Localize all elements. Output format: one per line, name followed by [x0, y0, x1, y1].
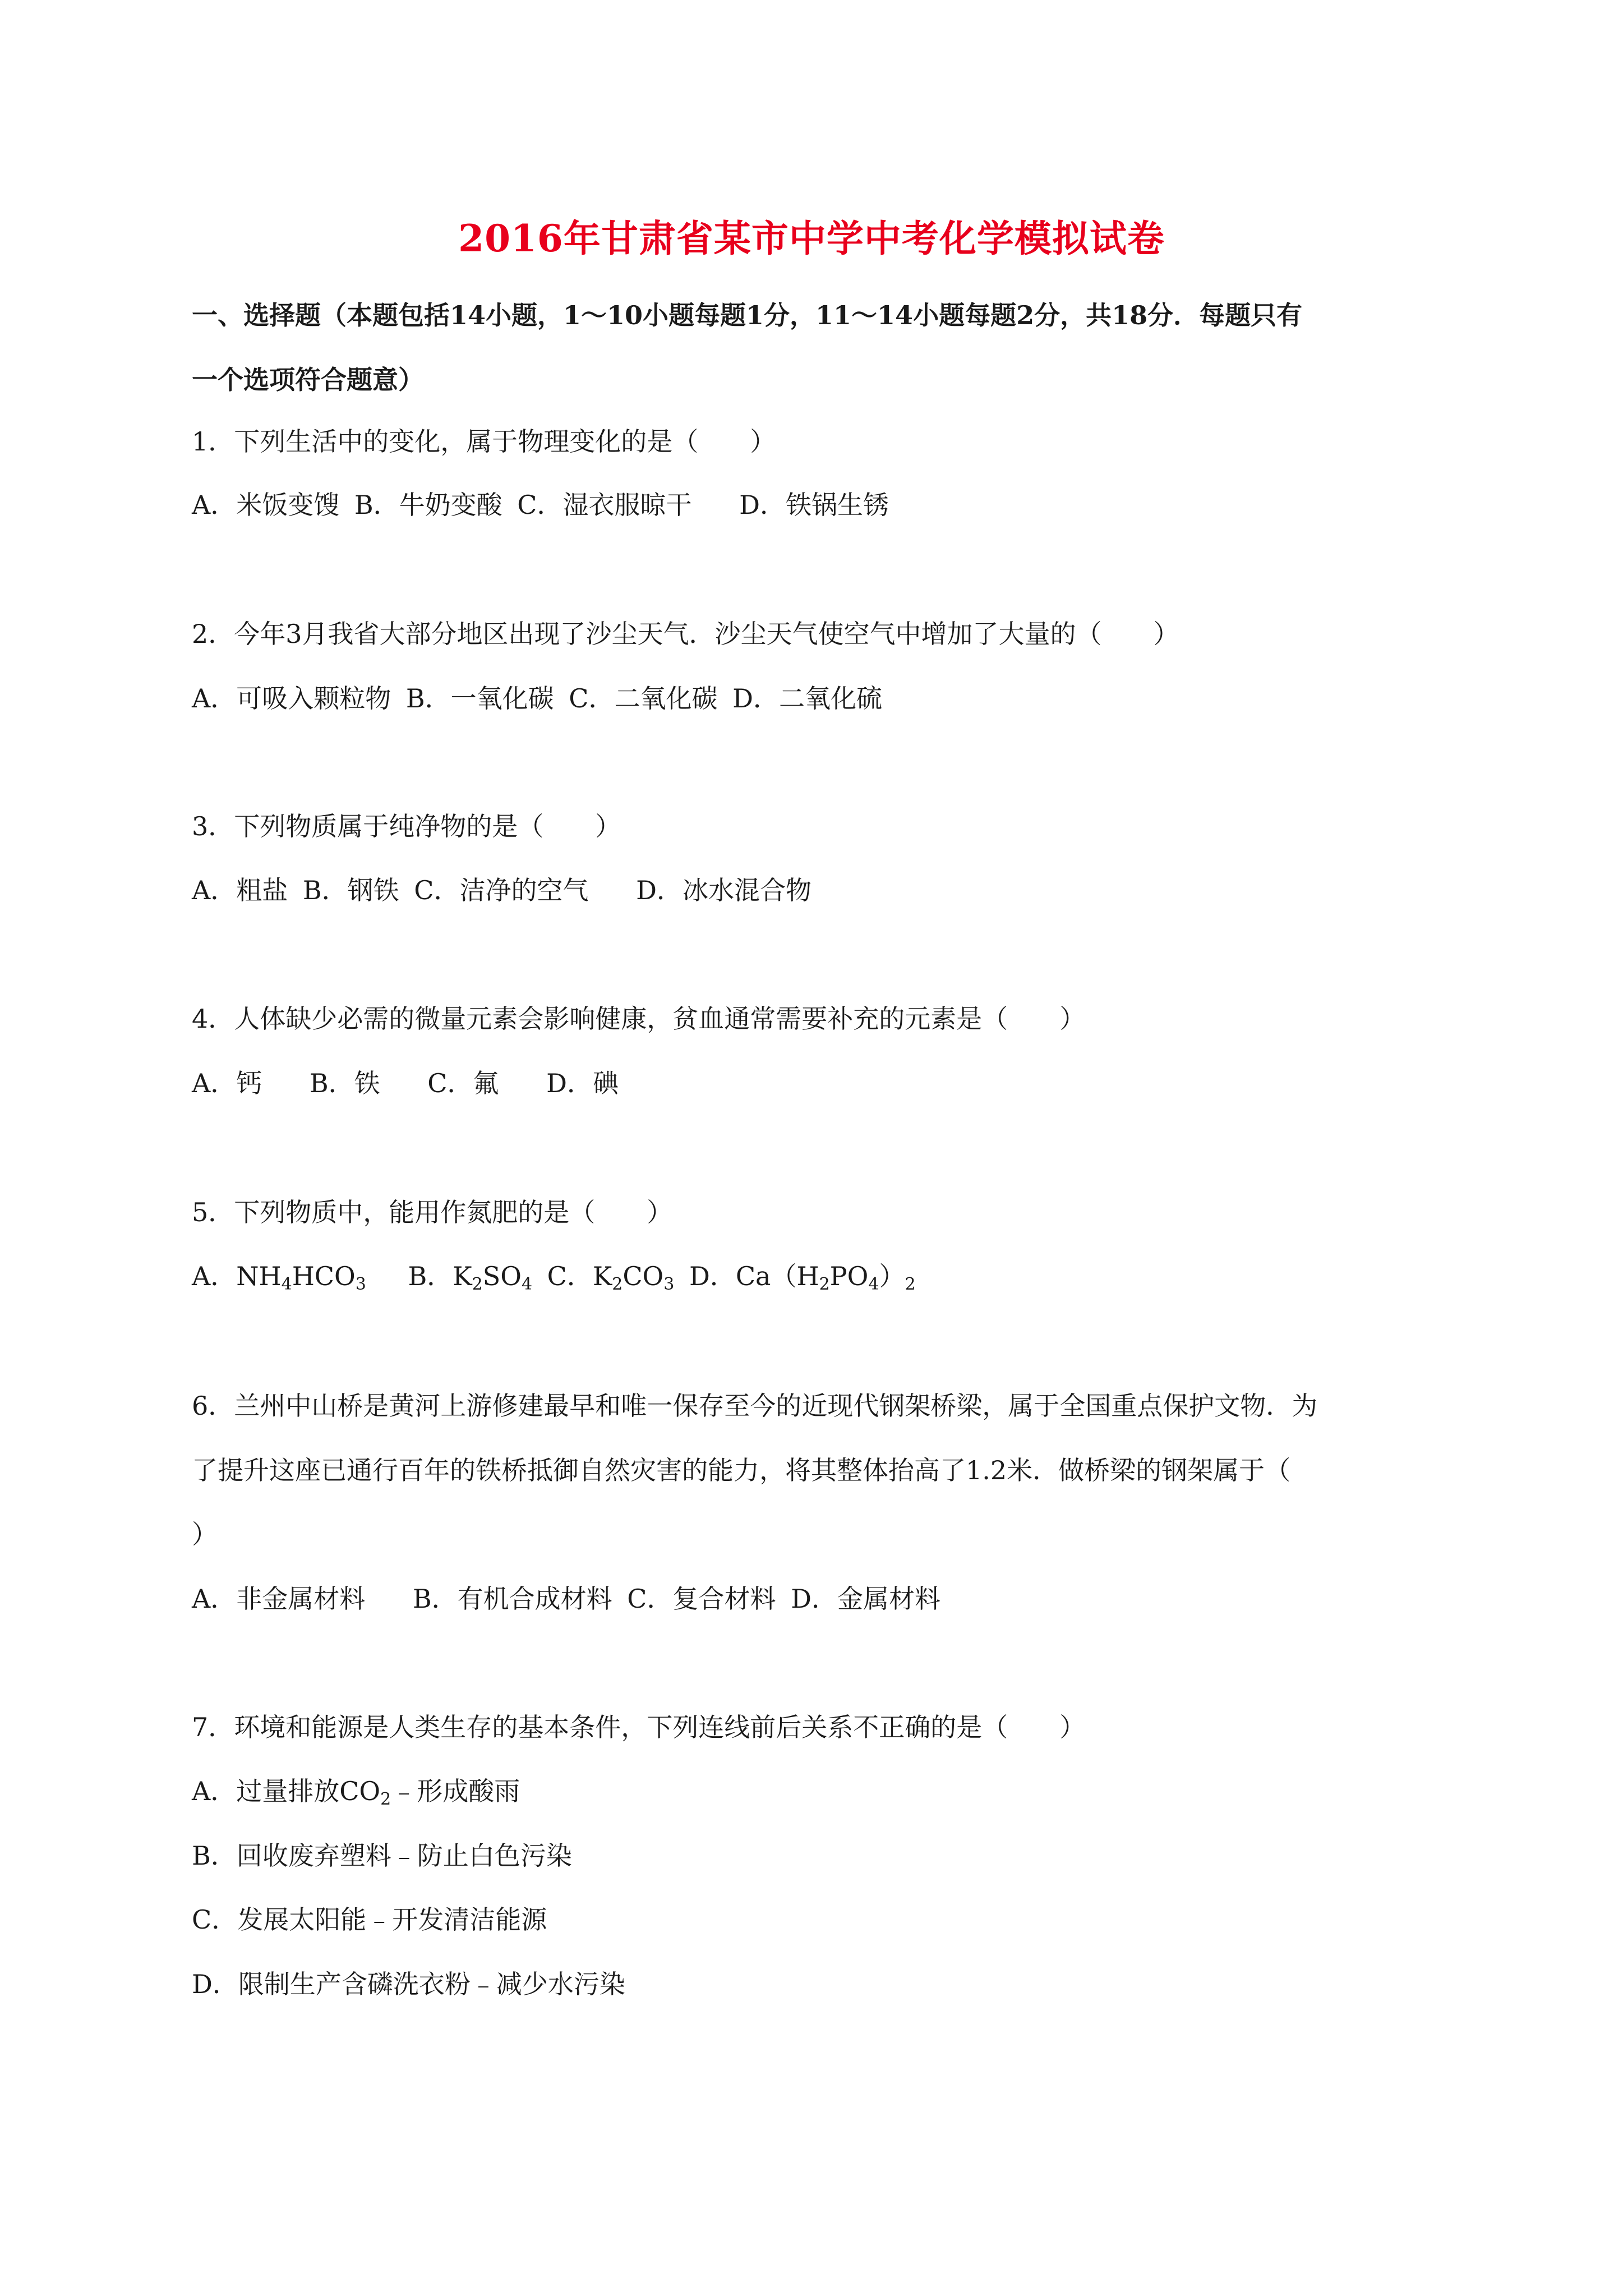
- question-2-option-c: C．二氧化碳: [569, 683, 718, 714]
- question-6-stem-line-3: ）: [192, 1519, 218, 1549]
- section-heading-line-1: 一、选择题（本题包括14小题，1～10小题每题1分，11～14小题每题2分，共18分．每题只有: [192, 300, 1303, 330]
- question-6-option-a: A．非金属材料: [192, 1584, 366, 1614]
- question-2-options: [192, 682, 1442, 715]
- question-7-option-c: C．发展太阳能﹣开发清洁能源: [192, 1904, 547, 1935]
- question-7-option-b: B．回收废弃塑料﹣防止白色污染: [192, 1841, 572, 1871]
- question-4-option-d: D．碘: [546, 1068, 619, 1098]
- question-7-option-a: [192, 1774, 1442, 1808]
- question-5-option-d: [689, 1259, 916, 1293]
- option-b-subscript: 4: [521, 1274, 533, 1294]
- question-5-option-c: [547, 1259, 675, 1293]
- question-3-option-c: C．洁净的空气: [414, 875, 589, 905]
- question-3-option-d: D．冰水混合物: [636, 875, 812, 905]
- option-d-subscript: 4: [868, 1274, 879, 1294]
- question-3-options: [192, 873, 1442, 907]
- option-a-text: A．NH: [192, 1261, 282, 1291]
- question-6-stem-line-2: 了提升这座已通行百年的铁桥抵御自然灾害的能力，将其整体抬高了1.2米．做桥梁的钢架属于（: [192, 1455, 1291, 1485]
- question-5-options: [192, 1259, 1442, 1293]
- option-d-text: ）: [879, 1261, 905, 1291]
- question-5-option-a: [192, 1259, 366, 1293]
- question-7-stem: 7．环境和能源是人类生存的基本条件，下列连线前后关系不正确的是（ ）: [192, 1712, 1086, 1742]
- question-6-stem-line-1: 6．兰州中山桥是黄河上游修建最早和唯一保存至今的近现代钢架桥梁，属于全国重点保护文物．为: [192, 1391, 1318, 1421]
- question-1-option-a: A．米饭变馊: [192, 490, 340, 520]
- option-b-text: B．K: [408, 1261, 472, 1291]
- option-c-text: CO: [623, 1261, 664, 1291]
- option-d-text: PO: [829, 1261, 869, 1291]
- question-4-option-a: A．钙: [192, 1068, 262, 1098]
- question-2-option-d: D．二氧化硫: [732, 683, 883, 714]
- question-4-options: [192, 1066, 1442, 1100]
- question-4-option-b: B．铁: [309, 1068, 380, 1098]
- option-c-text: C．K: [547, 1261, 612, 1291]
- option-d-subscript: 2: [819, 1274, 830, 1294]
- option-a-subscript: 3: [355, 1274, 366, 1294]
- question-5-stem: 5．下列物质中，能用作氮肥的是（ ）: [192, 1197, 673, 1227]
- option-a-subscript: 4: [281, 1274, 292, 1294]
- question-6-option-b: B．有机合成材料: [412, 1584, 612, 1614]
- question-1-options: [192, 488, 1442, 522]
- option-b-text: SO: [482, 1261, 522, 1291]
- question-3-stem: 3．下列物质属于纯净物的是（ ）: [192, 811, 621, 841]
- question-1-option-b: B．牛奶变酸: [354, 490, 502, 520]
- option-d-subscript: 2: [905, 1274, 916, 1294]
- question-1-stem: 1．下列生活中的变化，属于物理变化的是（ ）: [192, 426, 776, 457]
- question-2-stem: 2．今年3月我省大部分地区出现了沙尘天气．沙尘天气使空气中增加了大量的（ ）: [192, 619, 1179, 649]
- option-c-subscript: 2: [612, 1274, 623, 1294]
- option-c-subscript: 3: [663, 1274, 675, 1294]
- question-6-options: [192, 1582, 1442, 1616]
- option-a-subscript: 2: [380, 1789, 391, 1809]
- option-a-text: ﹣形成酸雨: [391, 1776, 520, 1806]
- question-1-option-c: C．湿衣服晾干: [517, 490, 692, 520]
- option-a-text: A．过量排放CO: [192, 1776, 381, 1806]
- question-3-option-a: A．粗盐: [192, 875, 288, 905]
- option-a-text: HCO: [292, 1261, 356, 1291]
- exam-title: 2016年甘肃省某市中学中考化学模拟试卷: [458, 217, 1165, 260]
- question-2-option-a: A．可吸入颗粒物: [192, 683, 391, 714]
- question-3-option-b: B．钢铁: [302, 875, 399, 905]
- question-6-option-c: C．复合材料: [627, 1584, 776, 1614]
- question-4-option-c: C．氟: [427, 1068, 499, 1098]
- option-d-text: D．Ca（H: [689, 1261, 819, 1291]
- question-1-option-d: D．铁锅生锈: [739, 490, 889, 520]
- question-5-option-b: [408, 1259, 532, 1293]
- question-2-option-b: B．一氧化碳: [405, 683, 554, 714]
- question-4-stem: 4．人体缺少必需的微量元素会影响健康，贫血通常需要补充的元素是（ ）: [192, 1004, 1086, 1034]
- section-heading-line-2: 一个选项符合题意）: [192, 365, 424, 395]
- option-b-subscript: 2: [472, 1274, 483, 1294]
- section-heading: [192, 283, 1442, 412]
- question-6-option-d: D．金属材料: [791, 1584, 941, 1614]
- question-7-option-d: D．限制生产含磷洗衣粉﹣减少水污染: [192, 1969, 625, 1999]
